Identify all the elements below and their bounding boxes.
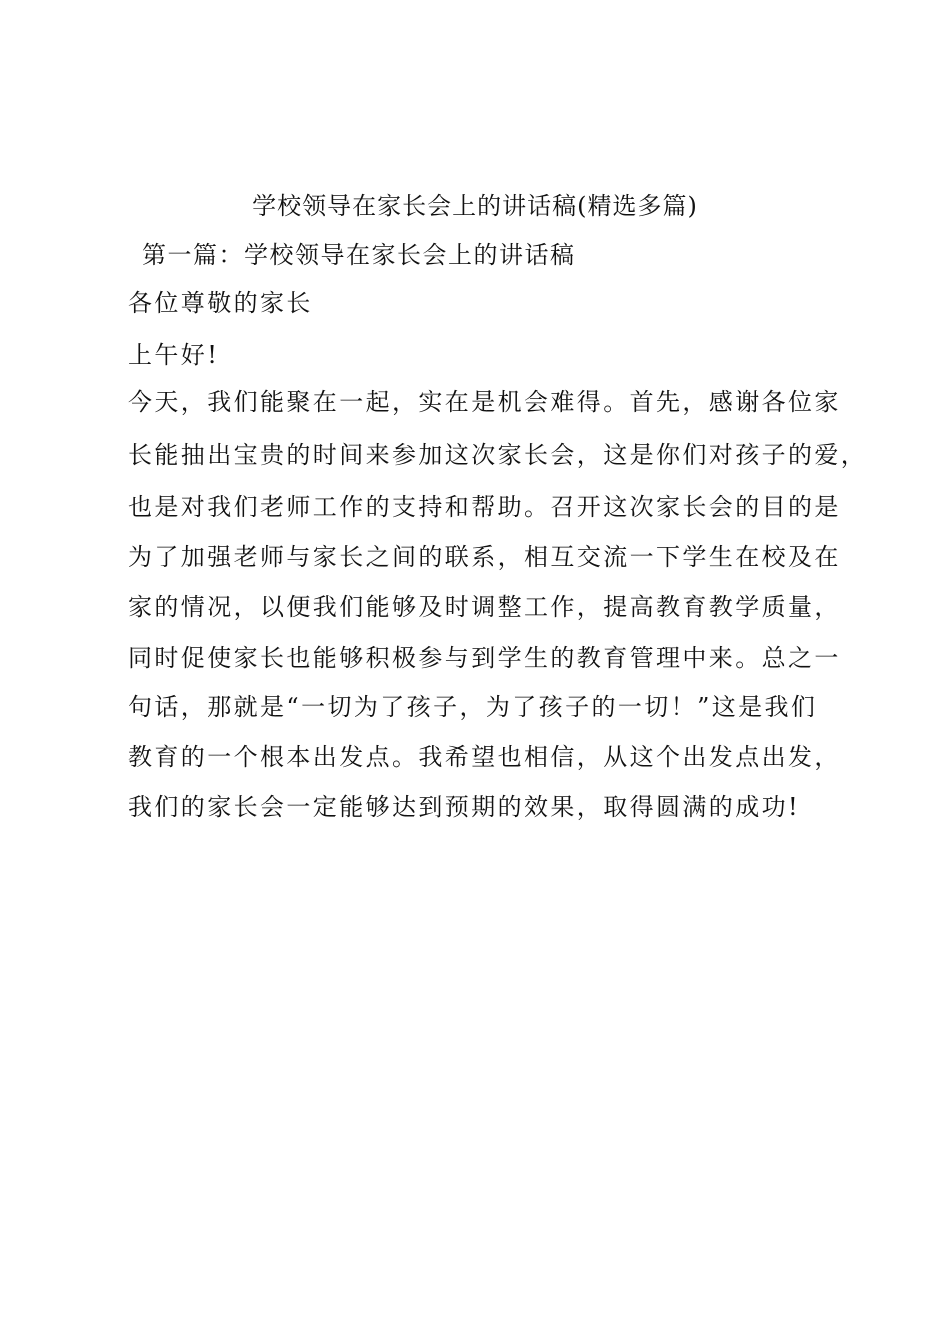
greeting: 上午好! (128, 341, 220, 369)
document-title: 学校领导在家长会上的讲话稿(精选多篇) (252, 192, 698, 220)
section-heading: 第一篇：学校领导在家长会上的讲话稿 (142, 241, 576, 269)
body-line: 同时促使家长也能够积极参与到学生的教育管理中来。总之一 (128, 644, 841, 672)
body-line: 也是对我们老师工作的支持和帮助。召开这次家长会的目的是 (128, 493, 841, 521)
body-line: 家的情况，以便我们能够及时调整工作，提高教育教学质量， (128, 593, 841, 621)
body-line: 句话，那就是“一切为了孩子，为了孩子的一切！”这是我们 (128, 693, 818, 721)
salutation: 各位尊敬的家长 (128, 289, 313, 317)
body-line: 为了加强老师与家长之间的联系，相互交流一下学生在校及在 (128, 543, 841, 571)
body-line: 长能抽出宝贵的时间来参加这次家长会，这是你们对孩子的爱， (128, 441, 868, 469)
body-line: 今天，我们能聚在一起，实在是机会难得。首先，感谢各位家 (128, 388, 841, 416)
body-line: 我们的家长会一定能够达到预期的效果，取得圆满的成功! (128, 793, 801, 821)
body-line: 教育的一个根本出发点。我希望也相信，从这个出发点出发， (128, 743, 841, 771)
